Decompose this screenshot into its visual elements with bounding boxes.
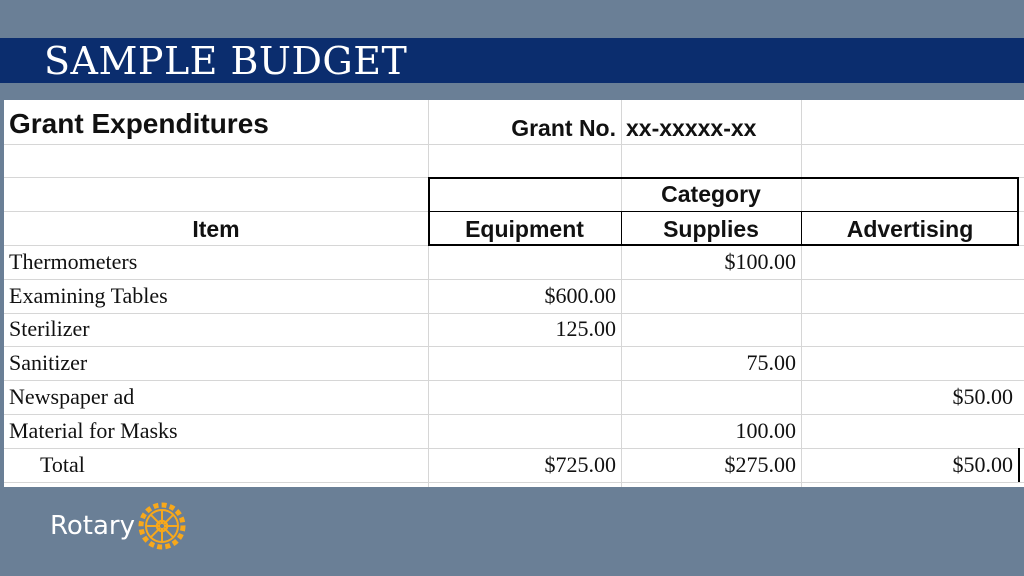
row-equipment: 125.00 (555, 316, 616, 341)
slide-title: SAMPLE BUDGET (44, 39, 408, 83)
budget-spreadsheet (4, 100, 1024, 487)
item-header: Item (192, 216, 240, 242)
row-supplies: 100.00 (735, 418, 796, 443)
total-label: Total (40, 452, 85, 477)
rotary-logo-text: Rotary (50, 511, 136, 541)
column-header-equipment: Equipment (465, 216, 584, 242)
grid-line (4, 144, 1024, 145)
total-supplies: $275.00 (724, 452, 796, 477)
category-box-bottom (428, 244, 1019, 246)
column-header-supplies: Supplies (663, 216, 759, 242)
row-item: Thermometers (9, 249, 138, 274)
slide-title-bar (0, 38, 1024, 83)
sheet-heading: Grant Expenditures (9, 108, 269, 139)
category-box-top (428, 177, 1019, 179)
category-label: Category (661, 181, 761, 207)
category-box-divider (428, 211, 1019, 212)
row-item: Newspaper ad (9, 384, 135, 409)
grid-line (4, 482, 1024, 483)
total-cell-border (1018, 448, 1020, 482)
column-header-advertising: Advertising (846, 216, 974, 242)
row-item: Material for Masks (9, 418, 178, 443)
row-supplies: $100.00 (724, 249, 796, 274)
row-item: Sanitizer (9, 350, 88, 375)
row-item: Sterilizer (9, 316, 90, 341)
row-item: Examining Tables (9, 283, 168, 308)
grid-line (4, 313, 1024, 314)
grid-line (4, 414, 1024, 415)
grant-number-value: xx-xxxxx-xx (626, 115, 757, 141)
grid-line (4, 346, 1024, 347)
grant-number-label: Grant No. (511, 115, 616, 141)
grid-line (4, 448, 1024, 449)
total-equipment: $725.00 (544, 452, 616, 477)
row-advertising: $50.00 (952, 384, 1013, 409)
rotary-wheel-icon (136, 500, 188, 552)
row-equipment: $600.00 (544, 283, 616, 308)
row-supplies: 75.00 (746, 350, 796, 375)
grid-line (4, 279, 1024, 280)
grid-line (801, 100, 802, 487)
grid-line (4, 380, 1024, 381)
total-advertising: $50.00 (952, 452, 1013, 477)
